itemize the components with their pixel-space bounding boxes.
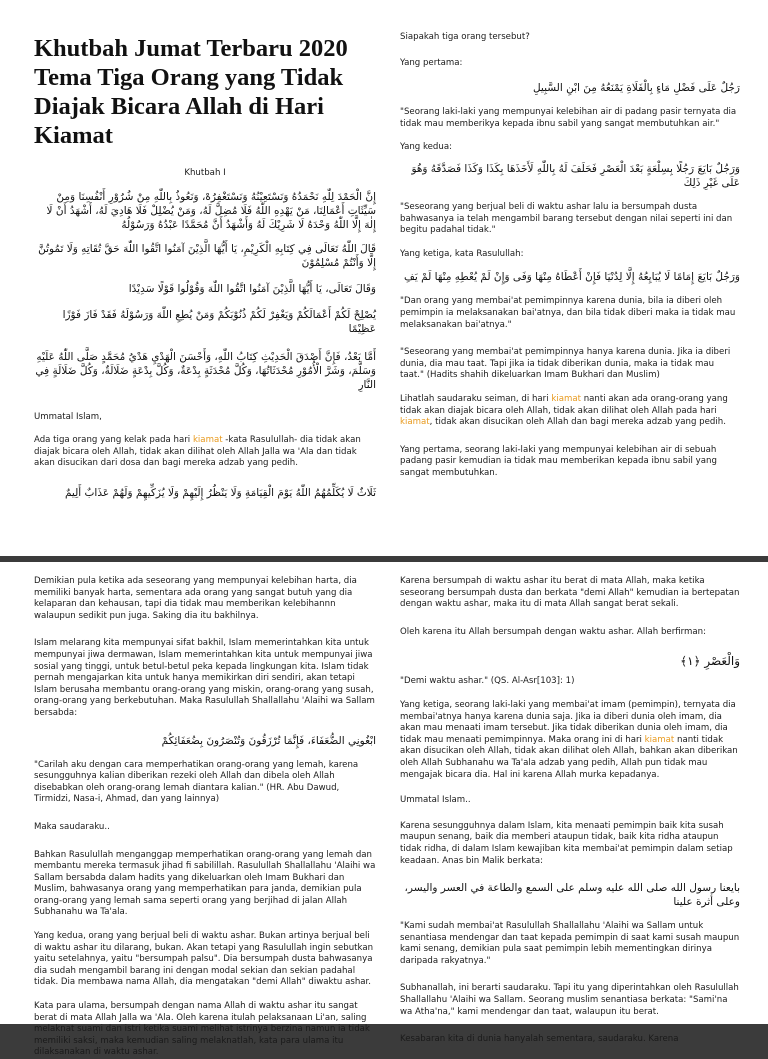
arabic-verse-1: قَالَ اللّٰهُ تَعَالَى فِي كِتَابِهِ الْكَرِيْمِ، يَا أَيُّهَا الَّذِيْنَ آمَنُوا اتَّقُوا اللّٰهَ حَقَّ تُقَاتِهِ وَلَا تَمُوتُنَّ إِلَّا وَأَنْتُمْ مُسْلِمُوْنَ xyxy=(38,242,376,269)
ummatal-islam: Ummatal Islam.. xyxy=(400,795,471,806)
maka-saudaraku: Maka saudaraku.. xyxy=(34,821,110,832)
keyword-link[interactable]: kiamat xyxy=(400,417,430,428)
paragraph-menaati-pemimpin: Karena sesungguhnya dalam Islam, kita menaati pemimpin baik kita susah maupun senang, baik dia memberi ataupun tidak, baik kita ridha ataupun tidak ridha, di dalam Islam kewajiban kita membai'at pemimpin dalam setiap keadaan. Anas bin Malik berkata: xyxy=(400,820,733,866)
question-text: Siapakah tiga orang tersebut? xyxy=(400,32,530,42)
paragraph-para-ulama: Kata para ulama, bersumpah dengan nama Allah di waktu ashar itu sangat berat di mata Allah Jalla wa 'Ala. Oleh karena itulah pelaksanaan Li'an, saling melaknat suami dan istri ketika suami melihat istrinya berzina namun ia tidak memiliki saksi, maka kemudian saling melaknatlah, kata para ulama itu dilaksanakan di waktu ashar. xyxy=(34,1001,370,1058)
page2-left-column xyxy=(34,562,376,1059)
arabic-amma-badu: أَمَّا بَعْدُ، فَإِنَّ أَصْدَقَ الْحَدِيْثِ كِتَابُ اللّٰهِ، وَأَحْسَنَ الْهَدْيِ هَدْيُ مُحَمَّدٍ صَلَّى اللّٰهُ عَلَيْهِ وَسَلَّمَ، وَشَرَّ الْأُمُوْرِ مُحْدَثَاتُهَا، وَكُلَّ مُحْدَثَةٍ بِدْعَةٌ، وَكُلَّ بِدْعَةٍ ضَلَالَةٌ، وَكُلَّ ضَلَالَةٍ فِي النَّارِ xyxy=(35,350,376,391)
arabic-wal-ashr: وَالْعَصْرِ ﴿١﴾ xyxy=(680,654,740,669)
second-translation: "Seseorang yang berjual beli di waktu ashar lalu ia bersumpah dusta bahwasanya ia telah mengambil barang tersebut dengan nilai seperti ini dan begitu padahal tidak." xyxy=(400,201,733,236)
salam-text: Ummatal Islam, xyxy=(34,411,102,422)
translation-wal-ashr: "Demi waktu ashar." (QS. Al-Asr[103]: 1) xyxy=(400,676,575,687)
first-label: Yang pertama: xyxy=(400,57,463,68)
paragraph-yang-ketiga: Yang ketiga, seorang laki-laki yang membai'at imam (pemimpin), ternyata dia membai'atnya hanya karena dunia saja. Jika ia diberi dunia oleh imam, dia akan mau menaati imam tersebut. Jika tidak diberikan dunia oleh imam, dia tidak mau menaati pemimpinnya. Maka orang ini di hari kiamat nanti tidak akan disucikan oleh Allah, tidak akan dilihat oleh Allah, bahkan akan diberikan oleh Allah Subhanahu wa Ta'ala adzab yang pedih, Allah pun tidak mau mengajak bicara dia. Hal ini karena Allah murka kepadanya. xyxy=(400,699,738,780)
translation-dhuafa: "Carilah aku dengan cara memperhatikan orang-orang yang lemah, karena sesungguhnya kalian diberikan rezeki oleh Allah dan dibela oleh Allah disebabkan oleh orang-orang lemah diantara kalian." (HR. Abu Dawud, Tirmidzi, Nasa-i, Ahmad, dan yang lainnya) xyxy=(34,759,359,805)
first-translation: "Seorang laki-laki yang mempunyai kelebihan air di padang pasir ternyata dia tidak mau memberikya kepada ibnu sabil yang sangat membutuhkan air." xyxy=(400,107,737,129)
second-label: Yang kedua: xyxy=(400,142,452,153)
paragraph-lihatlah: Lihatlah saudaraku seiman, di hari kiamat nanti akan ada orang-orang yang tidak akan diajak bicara oleh Allah, tidak akan dilihat oleh Allah pada hari kiamat, tidak akan disucikan oleh Allah dan bagi mereka adzab yang pedih. xyxy=(400,393,728,428)
translation-anas: "Kami sudah membai'at Rasulullah Shallallahu 'Alaihi wa Sallam untuk senantiasa mendengar dan taat kepada pemimpin di saat kami susah maupun kami senang, demikian pula saat pemimpin lebih mementingkan dirinya daripada rakyatnya." xyxy=(400,921,740,966)
paragraph-subhanallah: Subhanallah, ini berarti saudaraku. Tapi itu yang diperintahkan oleh Rasulullah Shallallahu 'Alaihi wa Sallam. Seorang muslim senantiasa berkata: "Sami'na wa Atha'na," kami mendengar dan taat, walaupun itu berat. xyxy=(400,983,739,1017)
arabic-verse-2: وَقَالَ تَعَالَى، يَا أَيُّهَا الَّذِيْنَ آمَنُوا اتَّقُوا اللّٰهَ وَقُوْلُوا قَوْلًا سَدِيْدًا xyxy=(128,282,376,295)
arabic-dhuafa: ابْغُونِي الضُّعَفَاءَ، فَإِنَّمَا تُرْزَقُونَ وَتُنْصَرُونَ بِضُعَفَائِكُمْ xyxy=(161,734,376,747)
arabic-opening: إِنَّ الْحَمْدَ لِلّٰهِ نَحْمَدُهُ وَنَسْتَعِيْنُهُ وَنَسْتَغْفِرُهْ، وَنَعُوذُ بِاللّٰهِ مِنْ شُرُوْرِ أَنْفُسِنَا وَمِنْ سَيِّئَاتِ أَعْمَالِنَا، مَنْ يَهْدِهِ اللّٰهُ فَلَا مُضِلَّ لَهُ، وَمَنْ يُضْلِلْ فَلَا هَادِيَ لَهُ، أَشْهَدُ أَنْ لَا إِلٰهَ إِلَّا اللّٰهُ وَحْدَهُ لَا شَرِيْكَ لَهُ وَأَشْهَدُ أَنَّ مُحَمَّدًا عَبْدُهُ وَرَسُوْلُهُ xyxy=(46,190,376,231)
section-subtitle: Khutbah I xyxy=(184,168,226,178)
arabic-anas: بايعنا رسول الله صلى الله عليه وسلم على السمع والطاعة في العسر واليسر، وعلى أثرة علينا xyxy=(404,882,740,909)
keyword-link[interactable]: kiamat xyxy=(551,393,581,404)
paragraph-kesabaran: Kesabaran kita di dunia hanyalah sementara, saudaraku. Karena xyxy=(400,1034,679,1045)
paragraph-yang-pertama: Yang pertama, seorang laki-laki yang mempunyai kelebihan air di sebuah padang pasir kemudian ia tidak mau memberikan kepada ibnu sabil yang sangat membutuhkan. xyxy=(400,444,717,478)
paragraph-sifat-bakhil: Islam melarang kita mempunyai sifat bakhil, Islam memerintahkan kita untuk mempunyai jiwa dermawan, Islam memerintahkan kita untuk mempunyai jiwa sosial yang tinggi, untuk betul-betul peka kepada lingkungan kita. Islam tidak pernah mengajarkan kita untuk hanya memikirkan diri sendiri, akan tetapi Islam berusaha membantu orang-orang yang miskin, orang-orang yang susah, orang-orang yang berkebutuhan. Maka Rasulullah Shallallahu 'Alaihi wa Sallam bersabda: xyxy=(34,638,375,718)
paragraph-yang-kedua: Yang kedua, orang yang berjual beli di waktu ashar. Bukan artinya berjual beli di waktu ashar itu dilarang, bukan. Akan tetapi yang Rasulullah ingin sebutkan yaitu setelahnya, yaitu "bersumpah palsu". Dia bersumpah dusta bahwasanya dia sudah mengambil barang ini dengan modal sekian dan sekian padahal tidak. Dia membawa nama Allah, dia mengatakan "demi Allah" diwaktu ashar. xyxy=(34,931,374,988)
page-title: Khutbah Jumat Terbaru 2020 Tema Tiga Orang yang Tidak Diajak Bicara Allah di Hari Kiamat xyxy=(34,35,348,149)
paragraph-kelebihan-harta: Demikian pula ketika ada seseorang yang mempunyai kelebihan harta, dia memiliki banyak harta, sementara ada orang yang sangat butuh yang dia kelaparan dan kehausan, tapi dia tidak mau memberikan kelebihannn walaupun sedikit pun juga. Saking dia itu bakhilnya. xyxy=(34,576,357,621)
keyword-link[interactable]: kiamat xyxy=(644,734,675,745)
paragraph-allah-bersumpah: Oleh karena itu Allah bersumpah dengan waktu ashar. Allah berfirman: xyxy=(400,626,707,637)
paragraph-tiga-orang: Ada tiga orang yang kelak pada hari kiamat -kata Rasulullah- dia tidak akan diajak bicara oleh Allah, tidak akan dilihat oleh Allah Jalla wa 'Ala dan tidak akan disucikan dari dosa dan bagi mereka adzab yang pedih. xyxy=(34,435,361,469)
third-label: Yang ketiga, kata Rasulullah: xyxy=(400,248,524,259)
arabic-second: وَرَجُلٌ بَايَعَ رَجُلًا بِسِلْعَةٍ بَعْدَ الْعَصْرِ فَحَلَفَ لَهُ بِاللّٰهِ لَأَخَذَهَا بِكَذَا وَكَذَا فَصَدَّقَهُ وَهُوَ عَلَى غَيْرِ ذَلِكَ xyxy=(411,162,740,189)
keyword-link[interactable]: kiamat xyxy=(192,435,223,446)
third-translation-1: "Dan orang yang membai'at pemimpinnya karena dunia, bila ia diberi oleh pemimpin ia melaksanakan bai'atnya, dan bila tidak diberi maka ia tidak mau melaksanakan bai'atnya." xyxy=(400,296,736,330)
page1-left-column xyxy=(34,0,376,500)
arabic-verse-3: يُصْلِحْ لَكُمْ أَعْمَالَكُمْ وَيَغْفِرْ لَكُمْ ذُنُوْبَكُمْ وَمَنْ يُطِعِ اللّٰهَ وَرَسُوْلَهُ فَقَدْ فَازَ فَوْزًا عَظِيْمًا xyxy=(62,308,376,335)
document-page-2 xyxy=(0,562,768,1058)
paragraph-sumpah-ashar: Karena bersumpah di waktu ashar itu berat di mata Allah, maka ketika seseorang bersumpah dusta dan berkata "demi Allah" kemudian ia bertepatan dengan waktu ashar, maka itu di mata Allah sangat berat sekali. xyxy=(400,576,740,610)
page1-right-column xyxy=(400,0,740,479)
arabic-third: وَرَجُلٌ بَايَعَ إِمَامًا لَا يُبَايِعُهُ إِلَّا لِدُنْيَا فَإِنْ أَعْطَاهُ مِنْهَا وَفَى وَإِنْ لَمْ يُعْطِهِ مِنْهَا لَمْ يَفِ xyxy=(403,271,740,284)
arabic-hadith-tiga: ثَلَاثٌ لَا يُكَلِّمُهُمُ اللّٰهُ يَوْمَ الْقِيَامَةِ وَلَا يَنْظُرُ إِلَيْهِمْ وَلَا يُزَكِّيهِمْ وَلَهُمْ عَذَابٌ أَلِيمٌ xyxy=(64,486,376,499)
third-translation-2: "Seseorang yang membai'at pemimpinnya hanya karena dunia. Jika ia diberi dunia, dia mau taat. Tapi jika ia tidak diberikan dunia, maka ia tidak mau taat." (Hadits shahih dikeluarkan Imam Bukhari dan Muslim) xyxy=(400,347,731,381)
arabic-first: رَجُلٌ عَلَى فَضْلِ مَاءٍ بِالْفَلَاةِ يَمْنَعُهُ مِنَ ابْنِ السَّبِيلِ xyxy=(532,82,740,95)
page2-right-column xyxy=(400,562,740,1046)
paragraph-jihad: Bahkan Rasulullah menganggap memperhatikan orang-orang yang lemah dan membantu mereka termasuk jihad fi sabilillah. Rasulullah Shallallahu 'Alaihi wa Sallam bersabda dalam hadits yang dikeluarkan oleh Imam Bukhari dan Muslim, bahwasanya orang yang memperhatikan para janda, demikian pula orang-orang yang lemah sama seperti orang yang berjihad di jalan Allah Subhanahu wa Ta'ala. xyxy=(34,849,376,918)
